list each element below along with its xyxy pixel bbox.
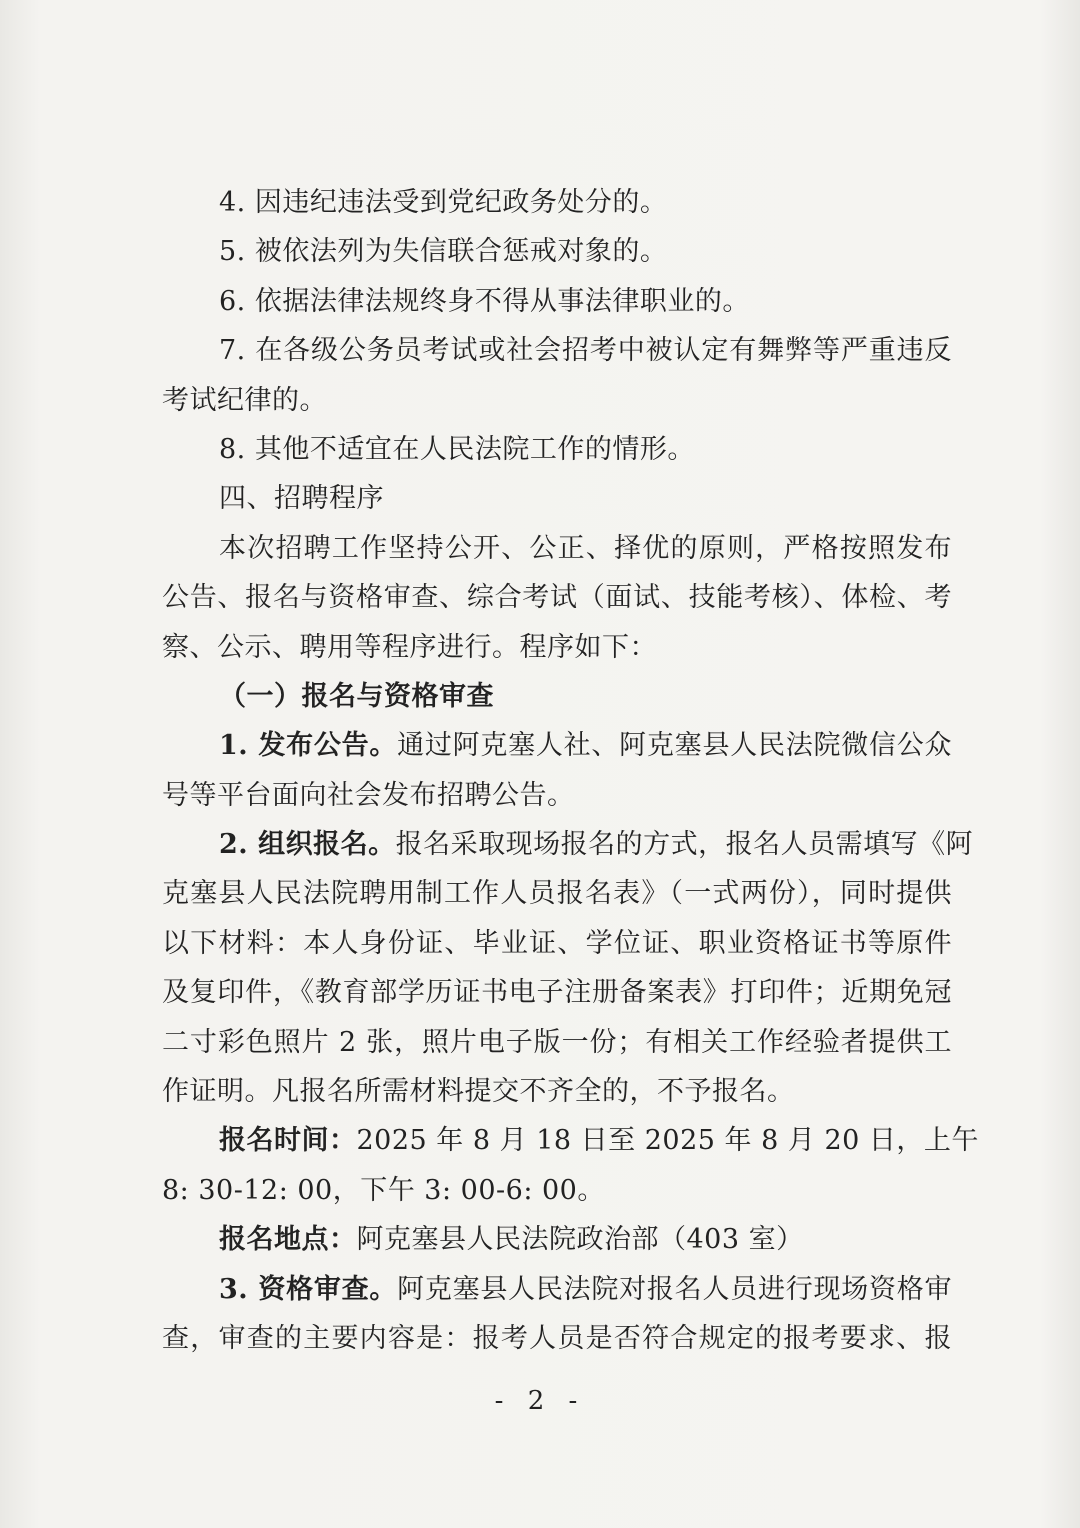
bold-lead: 3. 资格审查。	[219, 1273, 398, 1305]
text-line: 8: 30-12: 00，下午 3: 00-6: 00。	[162, 1174, 605, 1206]
text-line: 号等平台面向社会发布招聘公告。	[162, 779, 575, 811]
text-line: 及复印件，《教育部学历证书电子注册备案表》打印件；近期免冠	[162, 977, 952, 1009]
text-line: 8. 其他不适宜在人民法院工作的情形。	[219, 433, 695, 465]
text-line: 报名地点：阿克塞县人民法院政治部（403 室）	[219, 1224, 804, 1256]
text-line: 二寸彩色照片 2 张，照片电子版一份；有相关工作经验者提供工	[162, 1026, 952, 1058]
text-line: 6. 依据法律法规终身不得从事法律职业的。	[219, 285, 750, 317]
page-number: - 2 -	[494, 1386, 586, 1416]
text-line: 报名时间：2025 年 8 月 18 日至 2025 年 8 月 20 日，上午	[219, 1125, 979, 1157]
document-body	[162, 178, 979, 1363]
text-line: 4. 因违纪违法受到党纪政务处分的。	[219, 187, 668, 218]
text-line: 7. 在各级公务员考试或社会招考中被认定有舞弊等严重违反	[219, 335, 952, 367]
bold-lead: 报名时间：	[219, 1125, 357, 1157]
text-line: 1. 发布公告。通过阿克塞人社、阿克塞县人民法院微信公众	[219, 730, 952, 762]
bold-lead: 1. 发布公告。	[219, 730, 398, 762]
text-line: 3. 资格审查。阿克塞县人民法院对报名人员进行现场资格审	[219, 1273, 952, 1305]
text-line: 考试纪律的。	[162, 384, 327, 416]
subsection-heading: （一）报名与资格审查	[219, 680, 494, 712]
text-line: 以下材料：本人身份证、毕业证、学位证、职业资格证书等原件	[162, 927, 952, 959]
text-line: 2. 组织报名。报名采取现场报名的方式，报名人员需填写《阿	[219, 829, 974, 861]
text-line: 作证明。凡报名所需材料提交不齐全的，不予报名。	[162, 1076, 795, 1108]
bold-lead: 2. 组织报名。	[219, 829, 396, 861]
text-line: 克塞县人民法院聘用制工作人员报名表》（一式两份），同时提供	[162, 878, 952, 910]
text-line: 公告、报名与资格审查、综合考试（面试、技能考核）、体检、考	[162, 582, 952, 614]
text-line: 5. 被依法列为失信联合惩戒对象的。	[219, 236, 668, 268]
text-line: 本次招聘工作坚持公开、公正、择优的原则，严格按照发布	[219, 532, 952, 564]
text-line: 查，审查的主要内容是：报考人员是否符合规定的报考要求、报	[162, 1322, 952, 1354]
text-line: 察、公示、聘用等程序进行。程序如下：	[162, 631, 657, 663]
section-heading: 四、招聘程序	[219, 483, 384, 515]
bold-lead: 报名地点：	[219, 1224, 357, 1256]
